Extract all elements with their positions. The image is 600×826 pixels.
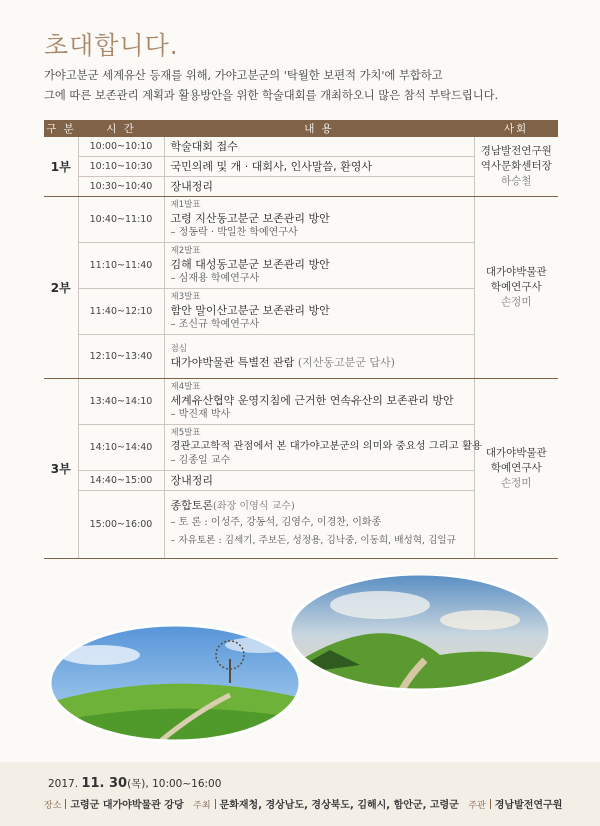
- item-title: 국민의례 및 개 · 대회사, 인사말씀, 환영사: [170, 159, 372, 173]
- time-cell: 11:10~11:40: [78, 242, 164, 288]
- session-label-3: 3부: [44, 378, 78, 558]
- chair-role: 학예연구사: [490, 280, 542, 293]
- table-row: [44, 137, 558, 156]
- time-cell: 10:40~11:10: [78, 196, 164, 242]
- item-tag: 제5발표: [170, 427, 201, 438]
- item-title: [171, 498, 470, 514]
- item-title: 학술대회 접수: [170, 139, 238, 153]
- item-title: 김해 대성동고분군 보존관리 방안: [170, 257, 330, 271]
- time-cell: 14:40~15:00: [78, 470, 164, 490]
- content-cell: [164, 196, 474, 242]
- venue-label: 장소: [44, 801, 62, 811]
- header-session: 구 분: [44, 120, 78, 137]
- time-cell: 10:00~10:10: [78, 137, 164, 156]
- header-chair: 사회: [474, 120, 558, 137]
- organizer-label: 주관: [468, 801, 486, 811]
- tumulus-photo-left: [40, 615, 320, 755]
- content-cell: [164, 242, 474, 288]
- item-speaker: – 박진재 박사: [170, 408, 231, 420]
- item-title: [171, 355, 470, 370]
- host: 문화재청, 경상남도, 경상북도, 김해시, 함안군, 고령군: [219, 800, 459, 811]
- item-title: 경관고고학적 관점에서 본 대가야고분군의 의미와 중요성 그리고 활용: [170, 439, 482, 452]
- item-tag: 제3발표: [170, 291, 201, 302]
- item-speaker: – 조신규 학예연구사: [170, 318, 260, 330]
- chair-role: 역사문화센터장: [480, 159, 552, 172]
- item-note: (좌장 이영식 교수): [213, 501, 295, 512]
- table-row: [44, 196, 558, 242]
- item-title: 장내정리: [170, 473, 214, 487]
- session-label-2: 2부: [44, 196, 78, 378]
- date-day: (목),: [127, 778, 149, 790]
- intro-line-2: 그에 따른 보존관리 계획과 활용방안을 위한 학술대회를 개최하오니 많은 참석 부탁드립니다.: [44, 89, 499, 102]
- event-date: [48, 776, 221, 791]
- host-label: 주최: [193, 801, 211, 811]
- item-title: 고령 지산동고분군 보존관리 방안: [170, 211, 330, 225]
- item-title: 장내정리: [170, 179, 214, 193]
- date-time: 10:00~16:00: [152, 778, 222, 790]
- content-cell: [164, 156, 474, 176]
- time-cell: 10:30~10:40: [78, 176, 164, 196]
- table-header: [44, 120, 558, 137]
- header-time: 시 간: [78, 120, 164, 137]
- content-cell: [164, 288, 474, 334]
- date-prefix: 2017.: [48, 778, 79, 790]
- chair-org: 경남발전연구원: [480, 144, 552, 157]
- date-main: 11. 30: [81, 776, 128, 791]
- divider: [65, 799, 66, 809]
- item-title-text: 종합토론: [170, 499, 214, 512]
- organizer: 경남발전연구원: [494, 800, 563, 811]
- chair-name: 손정미: [501, 295, 532, 308]
- content-cell: [164, 470, 474, 490]
- chair-cell-3: [474, 378, 558, 558]
- item-tag: 점심: [170, 343, 187, 354]
- intro-text: [44, 66, 564, 106]
- divider: [215, 799, 216, 809]
- item-speaker: – 정동락 · 박일찬 학예연구사: [170, 226, 298, 238]
- item-title: 세계유산협약 운영지침에 근거한 연속유산의 보존관리 방안: [170, 393, 454, 407]
- item-tag: 제4발표: [170, 381, 201, 392]
- time-cell: 10:10~10:30: [78, 156, 164, 176]
- time-cell: 11:40~12:10: [78, 288, 164, 334]
- content-cell: [164, 137, 474, 156]
- table-row: [44, 378, 558, 424]
- content-cell: [164, 176, 474, 196]
- chair-name: 손정미: [501, 476, 532, 489]
- chair-org: 대가야박물관: [485, 265, 547, 278]
- page-title: 초대합니다.: [44, 31, 179, 60]
- divider: [490, 799, 491, 809]
- content-cell: [164, 424, 482, 470]
- chair-cell-2: [474, 196, 558, 378]
- item-tag: 제1발표: [170, 199, 201, 210]
- time-cell: 14:10~14:40: [78, 424, 164, 470]
- time-cell: 12:10~13:40: [78, 334, 164, 378]
- discussion-panel: – 토 론 : 이성주, 강동석, 김영수, 이경찬, 이화종: [170, 517, 382, 528]
- header-content: 내 용: [164, 120, 474, 137]
- time-cell: 15:00~16:00: [78, 490, 164, 558]
- item-speaker: – 심재용 학예연구사: [170, 272, 260, 284]
- session-label-1: 1부: [44, 137, 78, 196]
- chair-cell-1: [474, 137, 558, 196]
- chair-name: 하승철: [501, 174, 532, 187]
- venue: 고령군 대가야박물관 강당: [70, 800, 184, 811]
- item-tag: 제2발표: [170, 245, 201, 256]
- content-cell: [164, 490, 474, 558]
- content-cell: [164, 334, 474, 378]
- chair-role: 학예연구사: [490, 461, 542, 474]
- footer: [0, 762, 600, 826]
- item-title: 함안 말이산고분군 보존관리 방안: [170, 303, 330, 317]
- content-cell: [164, 378, 474, 424]
- free-discussion: – 자유토론 : 김세기, 주보돈, 성정용, 김낙중, 이동희, 배성혁, 김일규: [170, 535, 456, 546]
- event-info: [44, 796, 562, 811]
- item-speaker: – 김종일 교수: [170, 454, 231, 466]
- item-title-text: 대가야박물관 특별전 관람: [170, 355, 295, 369]
- chair-org: 대가야박물관: [485, 446, 547, 459]
- item-note: (지산동고분군 답사): [297, 355, 395, 369]
- landscape-photos: [0, 575, 600, 755]
- program-table: [44, 120, 558, 559]
- time-cell: 13:40~14:10: [78, 378, 164, 424]
- intro-line-1: 가야고분군 세계유산 등재를 위해, 가야고분군의 '탁월한 보편적 가치'에 부합하고: [44, 69, 443, 82]
